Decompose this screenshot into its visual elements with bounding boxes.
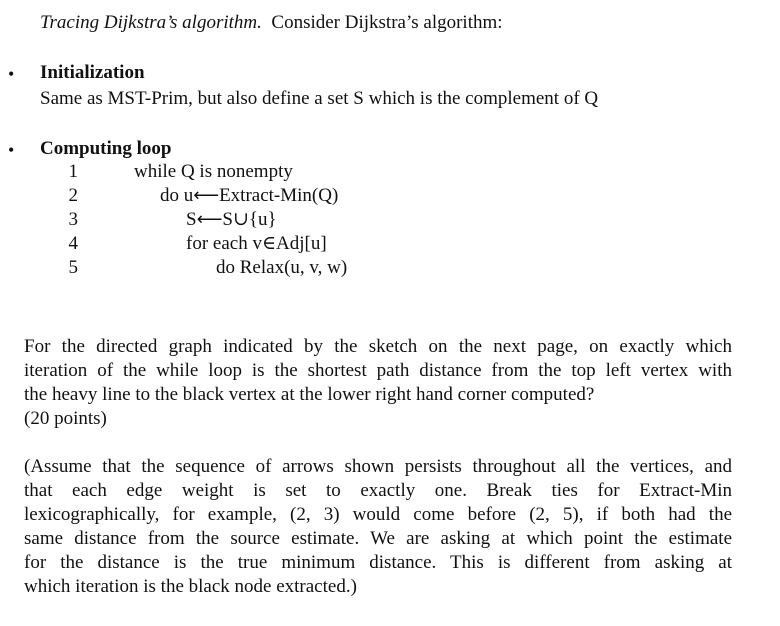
bullet-computing-loop: • xyxy=(8,140,15,160)
line-number: 3 xyxy=(68,209,78,230)
code-line-2-post: Extract-Min(Q) xyxy=(219,185,339,206)
question-points: (20 points) xyxy=(24,408,107,429)
code-line-3-pre: S xyxy=(186,209,197,230)
intro-title: Tracing Dijkstra’s algorithm. xyxy=(40,12,262,33)
code-line-5: do Relax(u, v, w) xyxy=(216,257,348,278)
computing-loop-heading: Computing loop xyxy=(40,138,172,159)
intro-line xyxy=(40,11,503,35)
code-line-3 xyxy=(186,208,277,232)
note-line: (Assume that the sequence of arrows shown persists throughout all the vertices, and xyxy=(24,456,732,477)
line-number: 2 xyxy=(68,185,78,206)
note-paragraph xyxy=(24,455,732,599)
question-line: the heavy line to the black vertex at the lower right hand corner computed? xyxy=(24,384,595,405)
note-line: lexicographically, for example, (2, 3) would come before (2, 5), if both had the xyxy=(24,504,732,525)
initialization-text: Same as MST-Prim, but also define a set S which is the complement of Q xyxy=(40,88,599,109)
assign-arrow-icon: ⟵ xyxy=(196,209,223,230)
bullet-initialization: • xyxy=(8,64,15,84)
line-number: 1 xyxy=(68,161,78,182)
note-line: which iteration is the black node extracted.) xyxy=(24,576,357,597)
line-number: 4 xyxy=(68,233,78,254)
note-line: for the distance is the true minimum distance. This is different from asking at xyxy=(24,552,732,573)
question-line: iteration of the while loop is the shortest path distance from the top left vertex with xyxy=(24,360,732,381)
note-line: same distance from the source estimate. We are asking at which point the estimate xyxy=(24,528,732,549)
initialization-heading: Initialization xyxy=(40,62,145,83)
code-line-3-post: S∪{u} xyxy=(222,209,277,230)
question-paragraph xyxy=(24,335,732,431)
code-line-2-pre: do u xyxy=(160,185,194,206)
note-line: that each edge weight is set to exactly one. Break ties for Extract-Min xyxy=(24,480,732,501)
line-number: 5 xyxy=(68,257,78,278)
code-line-4: for each v∈Adj[u] xyxy=(186,233,327,254)
assign-arrow-icon: ⟵ xyxy=(193,185,220,206)
question-line: For the directed graph indicated by the sketch on the next page, on exactly which xyxy=(24,336,732,357)
code-line-2 xyxy=(160,184,338,208)
intro-text: Consider Dijkstra’s algorithm: xyxy=(271,12,503,33)
code-line-1: while Q is nonempty xyxy=(134,161,293,182)
